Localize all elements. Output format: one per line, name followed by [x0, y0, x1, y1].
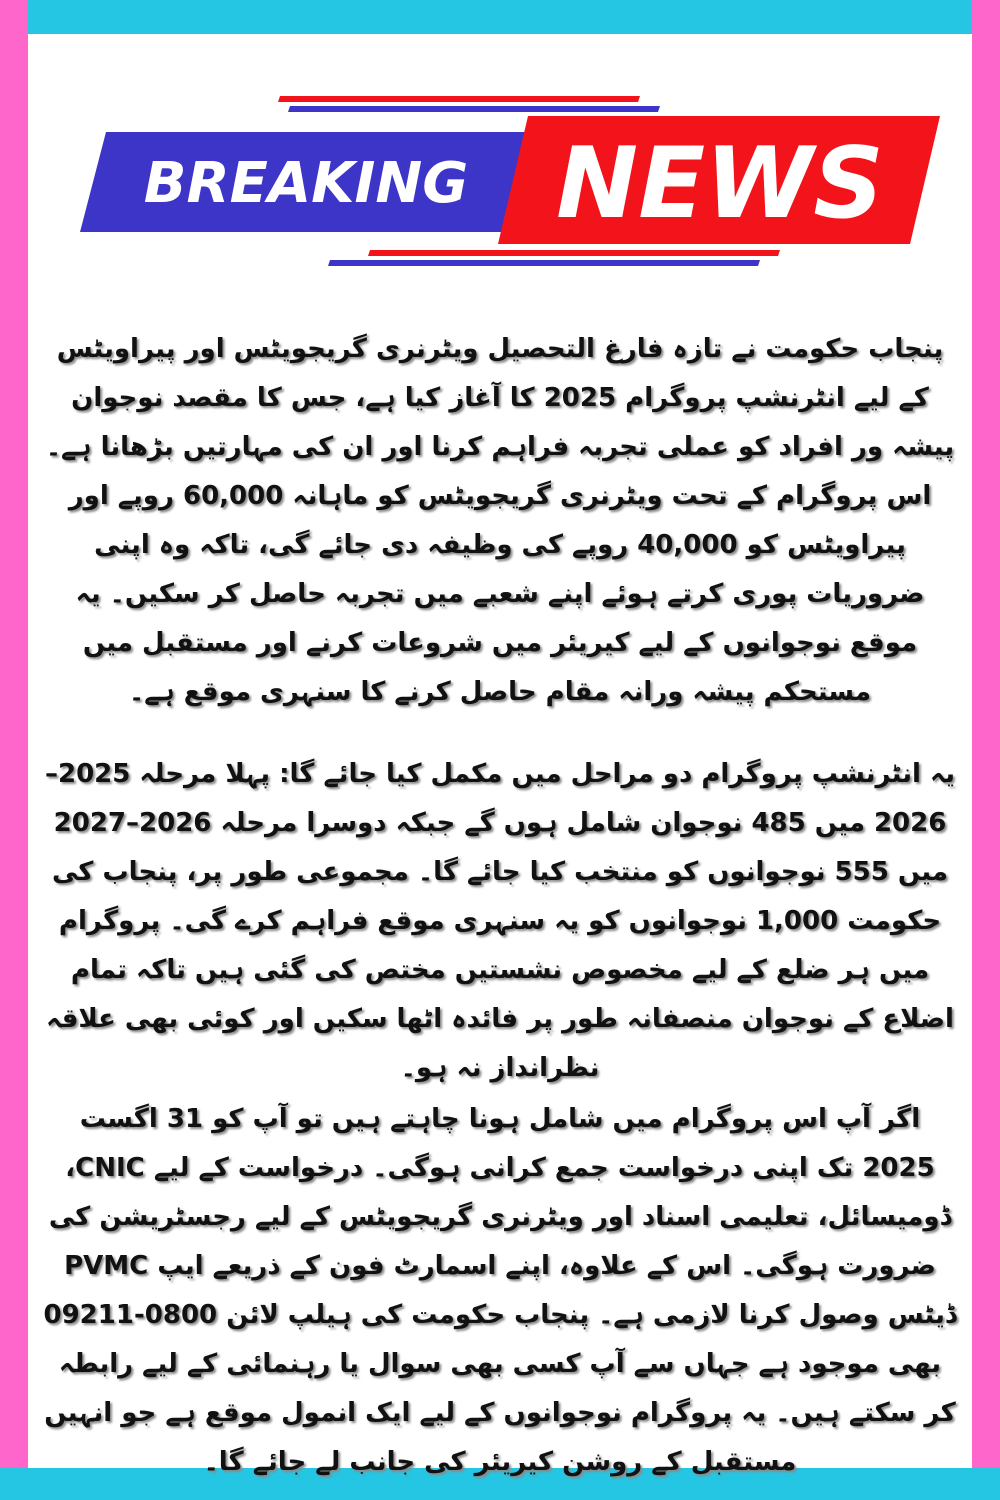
- left-border: [0, 0, 28, 1500]
- top-border: [0, 0, 1000, 34]
- article-paragraph-2: یہ انٹرنشپ پروگرام دو مراحل میں مکمل کیا جائے گا: پہلا مرحلہ 2025–2026 میں 485 نوجوان شامل ہوں گے جبکہ دوسرا مرحلہ 2026–2027 میں 555 نوجوانوں کو منتخب کیا جائے گا۔ مجموعی طور پر، پنجاب کی حکومت 1,000 نوجوانوں کو یہ سنہری موقع فراہم کرے گی۔ پروگرام میں ہر ضلع کے لیے مخصوص نشستیں مختص کی گئی ہیں تاکہ تمام اضلاع کے نوجوان منصفانہ طور پر فائدہ اٹھا سکیں اور کوئی بھی علاقہ نظرانداز نہ ہو۔: [44, 759, 956, 1083]
- banner-top-line-red: [278, 96, 640, 102]
- news-text: NEWS: [556, 127, 884, 241]
- breaking-news-banner: [80, 92, 940, 272]
- banner-bottom-line-blue: [328, 260, 760, 266]
- banner-bottom-line-red: [368, 250, 780, 256]
- banner-top-line-blue: [288, 106, 660, 112]
- breaking-text: BREAKING: [143, 151, 469, 216]
- article-paragraph-3: اگر آپ اس پروگرام میں شامل ہونا چاہتے ہیں تو آپ کو 31 اگست 2025 تک اپنی درخواست جمع کرانی ہوگی۔ درخواست کے لیے CNIC، ڈومیسائل، تعلیمی اسناد اور ویٹرنری گریجویٹس کے لیے رجسٹریشن کی ضرورت ہوگی۔ اس کے علاوہ، اپنے اسمارٹ فون کے ذریعے ایپ PVMC ڈیٹس وصول کرنا لازمی ہے۔ پنجاب حکومت کی ہیلپ لائن 0800-09211 بھی موجود ہے جہاں سے آپ کسی بھی سوال یا رہنمائی کے لیے رابطہ کر سکتے ہیں۔ یہ پروگرام نوجوانوں کے لیے ایک انمول موقع ہے جو انہیں مستقبل کے روشن کیریئر کی جانب لے جائے گا۔: [43, 1104, 957, 1477]
- article-paragraph-1: پنجاب حکومت نے تازہ فارغ التحصیل ویٹرنری گریجویٹس اور پیراویٹس کے لیے انٹرنشپ پروگرام 2025 کا آغاز کیا ہے، جس کا مقصد نوجوان پیشہ ور افراد کو عملی تجربہ فراہم کرنا اور ان کی مہارتیں بڑھانا ہے۔ اس پروگرام کے تحت ویٹرنری گریجویٹس کو ماہانہ 60,000 روپے اور پیراویٹس کو 40,000 روپے کی وظیفہ دی جائے گی، تاکہ وہ اپنی ضروریات پوری کرتے ہوئے اپنے شعبے میں تجربہ حاصل کر سکیں۔ یہ موقع نوجوانوں کے لیے کیریئر میں شروعات کرنے اور مستقبل میں مستحکم پیشہ ورانہ مقام حاصل کرنے کا سنہری موقع ہے۔: [45, 334, 955, 707]
- right-border: [972, 0, 1000, 1500]
